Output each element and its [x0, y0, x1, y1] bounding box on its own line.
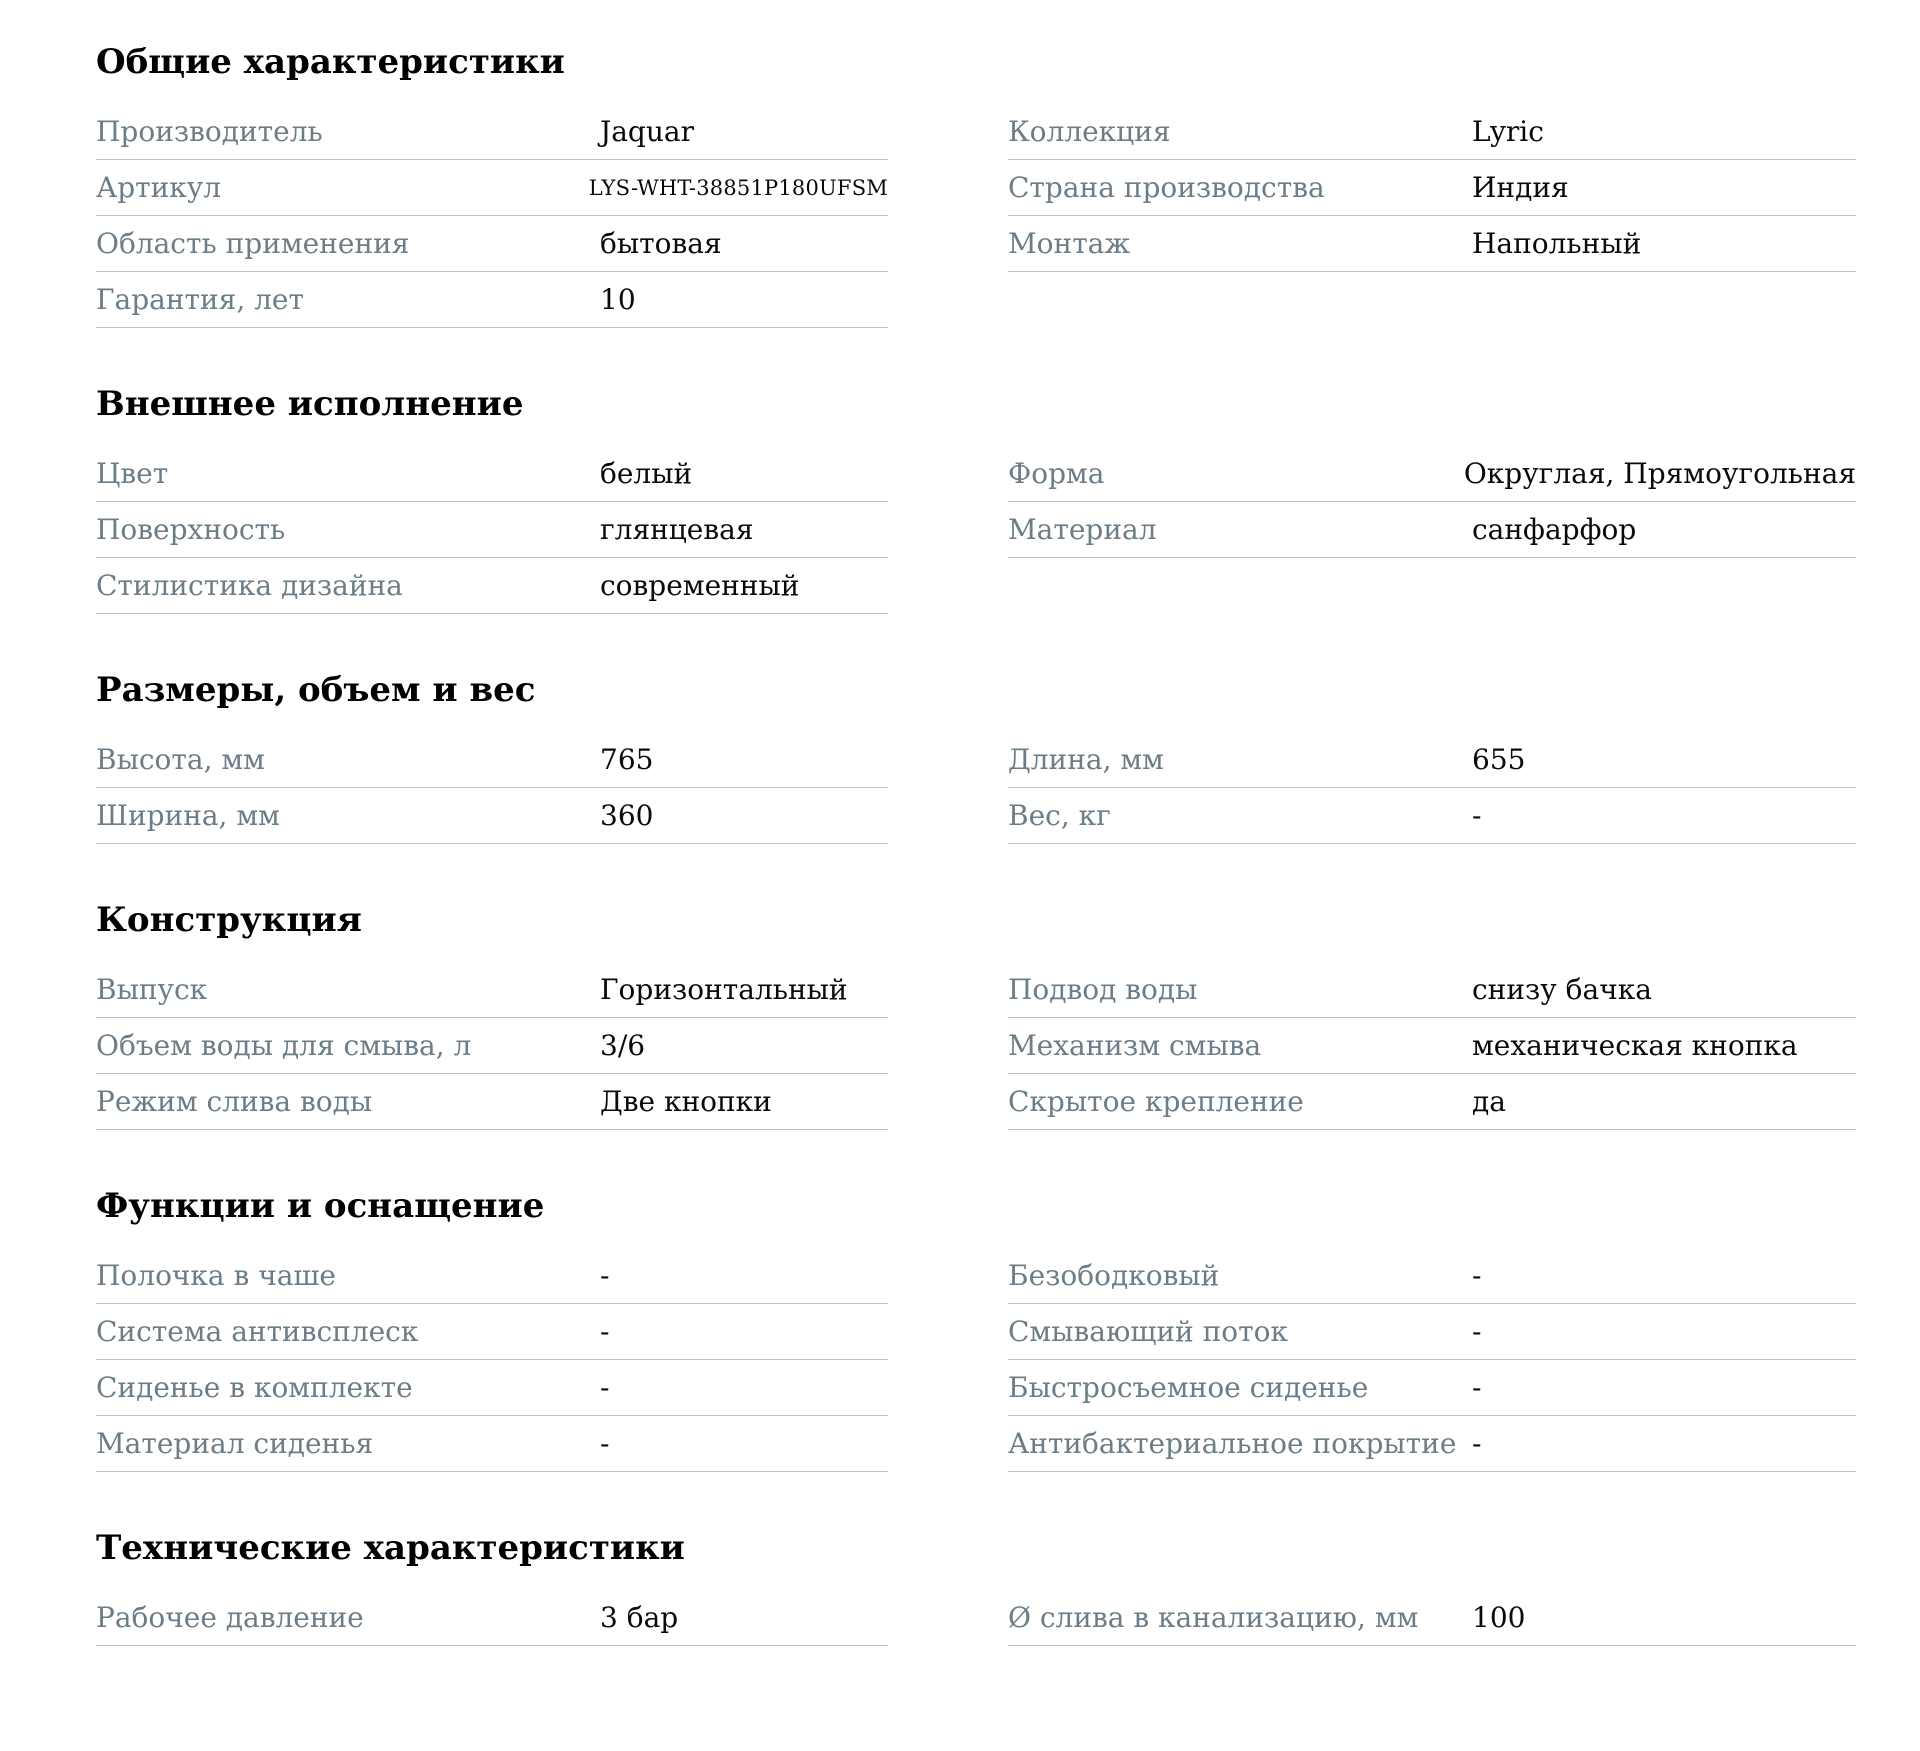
spec-grid — [96, 1590, 1856, 1646]
spec-value: снизу бачка — [1472, 973, 1652, 1006]
spec-value: 3 бар — [600, 1601, 679, 1634]
spec-label: Быстросъемное сиденье — [1008, 1371, 1369, 1404]
spec-value: Напольный — [1472, 227, 1642, 260]
section-general — [96, 40, 1856, 328]
spec-value: механическая кнопка — [1472, 1029, 1798, 1062]
section-appearance — [96, 382, 1856, 614]
section-dimensions — [96, 668, 1856, 844]
spec-row-color — [96, 446, 888, 502]
spec-row-design-style — [96, 558, 888, 614]
spec-value: 765 — [600, 743, 654, 776]
spec-row-mounting — [1008, 216, 1856, 272]
spec-value: Lyric — [1472, 115, 1544, 148]
spec-value: 360 — [600, 799, 654, 832]
spec-row-width — [96, 788, 888, 844]
spec-column-left — [96, 1248, 888, 1472]
spec-value: LYS-WHT-38851P180UFSM — [588, 175, 888, 200]
spec-label: Высота, мм — [96, 743, 265, 776]
spec-row-article — [96, 160, 888, 216]
spec-value: - — [1472, 799, 1482, 832]
section-title: Технические характеристики — [96, 1528, 685, 1568]
spec-label: Объем воды для смыва, л — [96, 1029, 472, 1062]
spec-label: Гарантия, лет — [96, 283, 304, 316]
spec-row-rimless — [1008, 1248, 1856, 1304]
spec-label: Форма — [1008, 457, 1105, 490]
section-construction — [96, 898, 1856, 1130]
spec-label: Цвет — [96, 457, 169, 490]
spec-label: Страна производства — [1008, 171, 1325, 204]
spec-value: 655 — [1472, 743, 1526, 776]
spec-row-length — [1008, 732, 1856, 788]
spec-row-working-pressure — [96, 1590, 888, 1646]
spec-value: - — [1472, 1315, 1482, 1348]
spec-label: Ø слива в канализацию, мм — [1008, 1601, 1419, 1634]
spec-value: Горизонтальный — [600, 973, 848, 1006]
spec-label: Материал сиденья — [96, 1427, 374, 1460]
spec-column-right — [1008, 1248, 1856, 1472]
spec-row-seat-included — [96, 1360, 888, 1416]
spec-row-height — [96, 732, 888, 788]
spec-label: Длина, мм — [1008, 743, 1164, 776]
spec-value: - — [600, 1427, 610, 1460]
spec-value: да — [1472, 1085, 1506, 1118]
spec-column-right — [1008, 732, 1856, 844]
spec-row-manufacturer — [96, 104, 888, 160]
spec-row-water-supply — [1008, 962, 1856, 1018]
spec-row-warranty — [96, 272, 888, 328]
spec-label: Подвод воды — [1008, 973, 1198, 1006]
spec-value: белый — [600, 457, 693, 490]
spec-row-outlet — [96, 962, 888, 1018]
spec-label: Механизм смыва — [1008, 1029, 1262, 1062]
spec-row-flush-volume — [96, 1018, 888, 1074]
spec-value: современный — [600, 569, 800, 602]
spec-value: - — [600, 1315, 610, 1348]
spec-row-flush-stream — [1008, 1304, 1856, 1360]
spec-label: Материал — [1008, 513, 1157, 546]
spec-column-right — [1008, 1590, 1856, 1646]
spec-label: Область применения — [96, 227, 410, 260]
spec-label: Производитель — [96, 115, 323, 148]
spec-label: Антибактериальное покрытие — [1008, 1427, 1457, 1460]
spec-grid — [96, 446, 1856, 614]
spec-value: Округлая, Прямоугольная — [1463, 457, 1856, 490]
spec-row-flush-mode — [96, 1074, 888, 1130]
spec-label: Сиденье в комплекте — [96, 1371, 413, 1404]
spec-row-bowl-shelf — [96, 1248, 888, 1304]
spec-row-surface — [96, 502, 888, 558]
spec-label: Режим слива воды — [96, 1085, 373, 1118]
spec-row-anti-splash — [96, 1304, 888, 1360]
spec-row-collection — [1008, 104, 1856, 160]
spec-row-drain-diameter — [1008, 1590, 1856, 1646]
section-title: Размеры, объем и вес — [96, 670, 536, 710]
spec-value: - — [1472, 1259, 1482, 1292]
spec-value: 100 — [1472, 1601, 1526, 1634]
spec-row-weight — [1008, 788, 1856, 844]
spec-label: Артикул — [96, 171, 222, 204]
spec-value: - — [600, 1371, 610, 1404]
spec-label: Выпуск — [96, 973, 208, 1006]
spec-row-country — [1008, 160, 1856, 216]
spec-value: бытовая — [600, 227, 722, 260]
spec-label: Полочка в чаше — [96, 1259, 336, 1292]
spec-label: Вес, кг — [1008, 799, 1111, 832]
spec-value: санфарфор — [1472, 513, 1637, 546]
spec-label: Рабочее давление — [96, 1601, 364, 1634]
spec-grid — [96, 104, 1856, 328]
section-technical — [96, 1526, 1856, 1646]
spec-column-left — [96, 732, 888, 844]
spec-value: - — [1472, 1427, 1482, 1460]
spec-value: глянцевая — [600, 513, 754, 546]
spec-row-hidden-fixing — [1008, 1074, 1856, 1130]
spec-label: Поверхность — [96, 513, 286, 546]
spec-value: - — [600, 1259, 610, 1292]
spec-row-shape — [1008, 446, 1856, 502]
spec-column-left — [96, 1590, 888, 1646]
spec-label: Смывающий поток — [1008, 1315, 1288, 1348]
spec-value: Две кнопки — [600, 1085, 772, 1118]
spec-label: Скрытое крепление — [1008, 1085, 1304, 1118]
spec-row-quick-release-seat — [1008, 1360, 1856, 1416]
section-title: Конструкция — [96, 900, 362, 940]
section-title: Функции и оснащение — [96, 1186, 545, 1226]
section-title: Общие характеристики — [96, 42, 565, 82]
spec-column-right — [1008, 104, 1856, 272]
spec-value: - — [1472, 1371, 1482, 1404]
spec-column-left — [96, 962, 888, 1130]
section-title: Внешнее исполнение — [96, 384, 524, 424]
spec-row-antibacterial-coating — [1008, 1416, 1856, 1472]
spec-column-right — [1008, 446, 1856, 558]
spec-grid — [96, 1248, 1856, 1472]
spec-column-right — [1008, 962, 1856, 1130]
spec-row-material — [1008, 502, 1856, 558]
spec-row-flush-mechanism — [1008, 1018, 1856, 1074]
spec-label: Система антивсплеск — [96, 1315, 419, 1348]
spec-label: Ширина, мм — [96, 799, 280, 832]
spec-label: Монтаж — [1008, 227, 1131, 260]
spec-value: Jaquar — [600, 115, 694, 148]
spec-grid — [96, 962, 1856, 1130]
spec-column-left — [96, 446, 888, 614]
spec-label: Безободковый — [1008, 1259, 1220, 1292]
spec-row-application — [96, 216, 888, 272]
spec-value: Индия — [1472, 171, 1569, 204]
spec-grid — [96, 732, 1856, 844]
spec-value: 10 — [600, 283, 636, 316]
spec-value: 3/6 — [600, 1029, 646, 1062]
spec-label: Стилистика дизайна — [96, 569, 403, 602]
spec-column-left — [96, 104, 888, 328]
spec-label: Коллекция — [1008, 115, 1171, 148]
section-features — [96, 1184, 1856, 1472]
spec-row-seat-material — [96, 1416, 888, 1472]
